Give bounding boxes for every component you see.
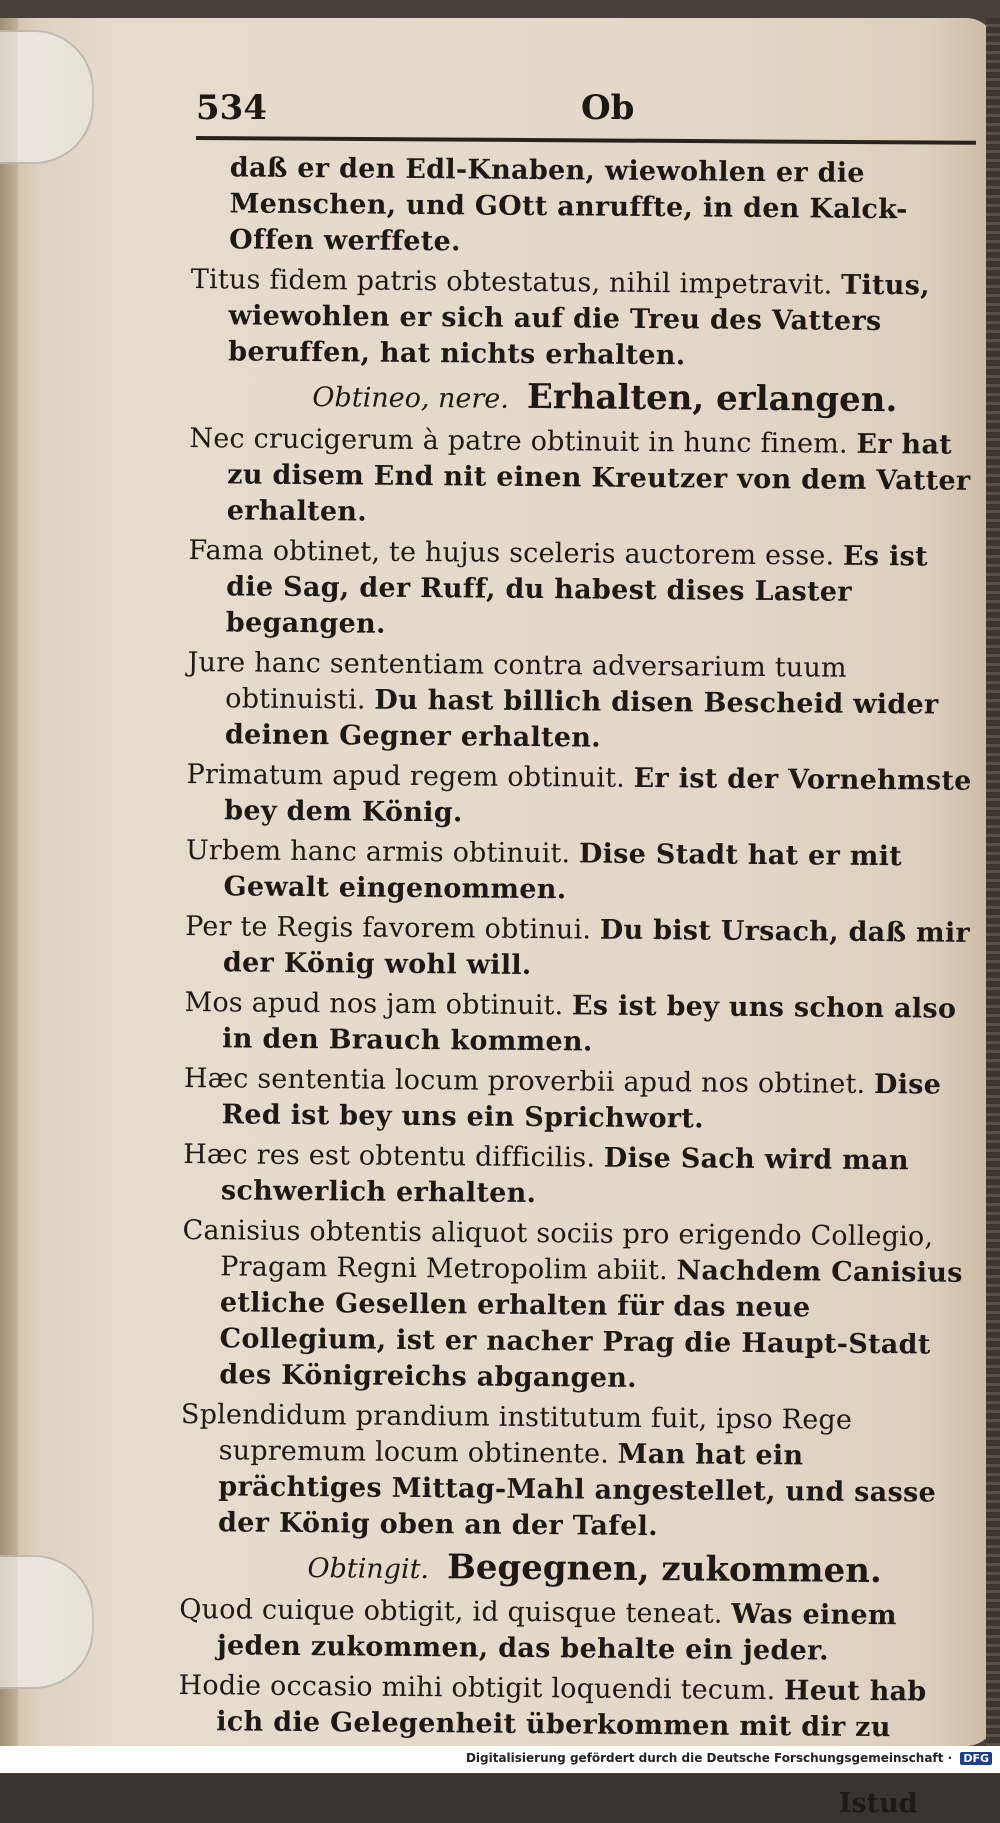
german-text: Dise Red ist bey uns ein Sprichwort. (221, 1068, 942, 1135)
example-entry (185, 909, 976, 988)
example-entry (187, 645, 978, 760)
latin-text: Primatum apud regem obtinuit. (186, 758, 626, 794)
german-text: Es ist die Sag, der Ruff, du habest dises Laster begangen. (225, 540, 929, 640)
latin-text: Jure hanc sententiam contra adversarium tuum obtinuisti. (187, 646, 847, 716)
example-entry (189, 421, 980, 536)
footer-bar (0, 1746, 1000, 1773)
german-text: Er hat zu disem End nit einen Kreutzer von dem Vatter erhalten. (226, 428, 971, 528)
page-gutter (0, 18, 18, 1746)
latin-text: Nec crucigerum à patre obtinuit in hunc finem. (189, 422, 848, 460)
running-head: Ob (581, 88, 635, 128)
example-entry (186, 757, 977, 836)
latin-text: Hæc sententia locum proverbii apud nos obtinet. (183, 1062, 866, 1100)
latin-text: Hæc res est obtentu difficilis. (183, 1138, 596, 1174)
gloss: Erhalten, erlangen. (526, 376, 898, 421)
lemma: Obtineo, nere. (312, 382, 510, 415)
german-text: Titus, wiewohlen er sich auf die Treu des Vatters beruffen, hat nichts erhalten. (228, 269, 931, 372)
latin-text: Canisius obtentis aliquot sociis pro erigendo Collegio, Pragam Regni Metropolim abiit. (182, 1214, 934, 1287)
latin-text: Urbem hanc armis obtinuit. (185, 834, 571, 870)
entry-heading (219, 1547, 969, 1593)
gloss: Begegnen, zukommen. (446, 1547, 882, 1592)
german-text: Du hast billich disen Bescheid wider deinen Gegner erhalten. (224, 684, 939, 754)
latin-text: Quod cuique obtigit, id quisque teneat. (179, 1593, 723, 1630)
german-text: Dise Stadt hat er mit Gewalt eingenommen. (223, 838, 903, 906)
example-entry (179, 1592, 970, 1671)
german-text: Es ist bey uns schon also in den Brauch kommen. (222, 990, 957, 1058)
latin-text: Per te Regis favorem obtinui. (185, 910, 592, 946)
latin-text: Fama obtinet, te hujus sceleris auctorem esse. (188, 534, 835, 572)
example-entry (185, 833, 976, 912)
page-header (196, 88, 976, 138)
german-text: Man hat ein prächtiges Mittag-Mahl angestellet, und sasse der König oben an der Tafel. (217, 1438, 937, 1543)
dictionary-text (177, 150, 982, 1823)
german-text: Du bist Ursach, daß mir der König wohl will. (222, 914, 971, 981)
example-entry (180, 1397, 971, 1548)
page-number: 534 (196, 88, 267, 128)
german-text: Was einem jeden zukommen, das behalte ein jeder. (216, 1598, 897, 1667)
german-text: Dise Sach wird man schwerlich erhalten. (220, 1142, 909, 1210)
latin-text: Hodie occasio mihi obtigit loquendi tecum. (178, 1669, 776, 1707)
example-entry (190, 262, 981, 377)
dfg-logo-icon: DFG (960, 1752, 992, 1765)
german-text: Nachdem Canisius etliche Gesellen erhalten für das neue Collegium, ist er nacher Prag die Haupt-Stadt des Königreichs abgangen. (219, 1255, 963, 1394)
german-text: Er ist der Vornehmste bey dem König. (224, 762, 972, 829)
example-entry (183, 1137, 974, 1216)
latin-text: Mos apud nos jam obtinuit. (184, 986, 564, 1022)
german-text: daß er den Edl-Knaben, wiewohlen er die Menschen, und GOtt anruffte, in den Kalck-Offen werffete. (229, 152, 908, 258)
example-entry (188, 533, 979, 648)
catchword: Istud (838, 1787, 918, 1820)
example-entry (191, 150, 982, 265)
example-entry (184, 985, 975, 1064)
book-edge (986, 18, 1000, 1746)
entry-heading (230, 376, 980, 422)
lemma: Obtingit. (307, 1553, 430, 1586)
example-entry (181, 1213, 973, 1400)
german-text: Heut hab ich die Gelegenheit überkommen mit dir zu (216, 1675, 927, 1744)
example-entry (183, 1061, 974, 1140)
footer-credit: Digitalisierung gefördert durch die Deutsche Forschungsgemeinschaft · DFG (466, 1751, 992, 1765)
latin-text: Splendidum prandium institutum fuit, ipso Rege supremum locum obtinente. (180, 1398, 853, 1470)
latin-text: Titus fidem patris obtestatus, nihil impetravit. (190, 263, 833, 301)
